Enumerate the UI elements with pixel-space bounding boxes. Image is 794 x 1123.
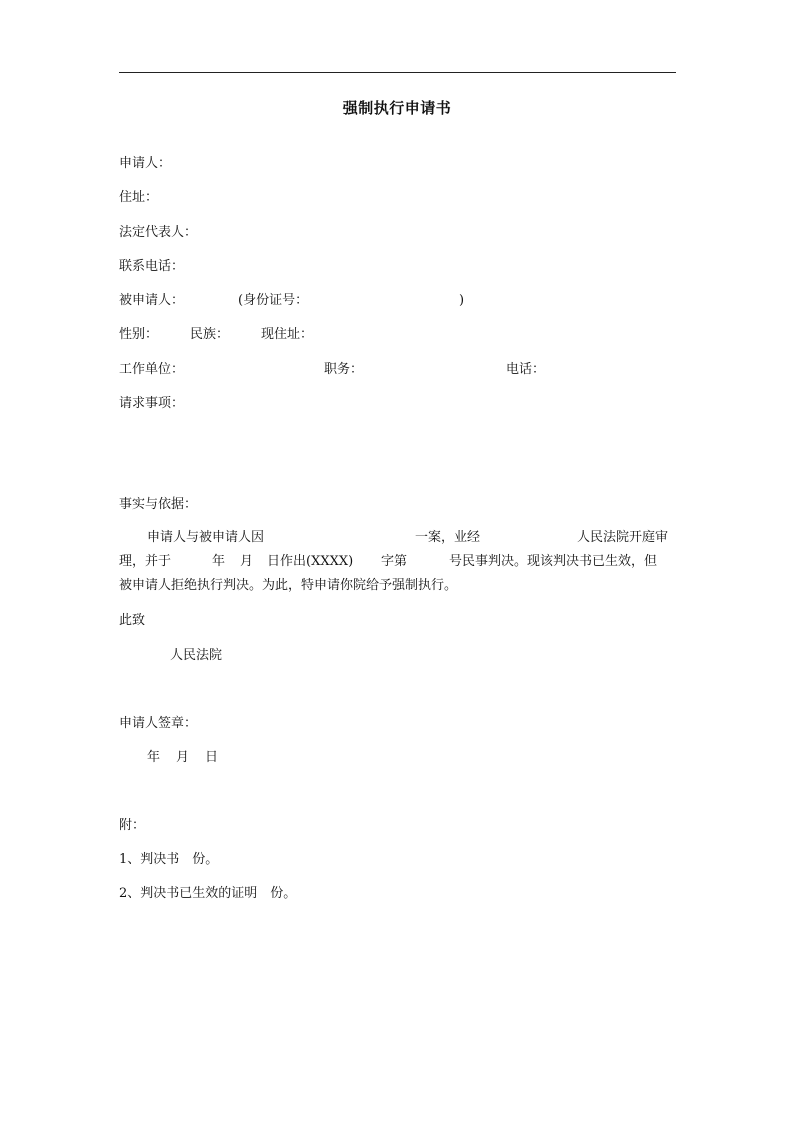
attachments-heading: 附： (119, 818, 146, 833)
facts-line2-d: 日作出(XXXX) (267, 554, 354, 569)
facts-line2-e: 字第 (381, 554, 408, 569)
respondent-label: 被申请人： (119, 293, 185, 308)
address-field: 住址： (119, 190, 159, 205)
respondent-id-open: (身份证号： (238, 293, 309, 308)
facts-line1-a: 申请人与被申请人因 (147, 530, 265, 545)
header-rule (119, 72, 676, 73)
legal-rep-field: 法定代表人： (119, 225, 198, 240)
signature-label: 申请人签章： (119, 716, 198, 731)
claims-heading: 请求事项： (119, 396, 185, 411)
attachment-item-1: 1、判决书 份。 (119, 852, 219, 867)
current-address-label: 现住址： (261, 327, 314, 342)
date-month: 月 (176, 750, 190, 765)
document-title: 强制执行申请书 (342, 99, 452, 117)
date-day: 日 (205, 750, 219, 765)
facts-line2-f: 号民事判决。现该判决书已生效，但 (449, 554, 658, 569)
employer-label: 工作单位： (119, 362, 185, 377)
respondent-id-close: ) (459, 293, 465, 308)
position-label: 职务： (324, 362, 364, 377)
tel-label: 电话： (506, 362, 546, 377)
facts-heading: 事实与依据： (119, 497, 198, 512)
ethnicity-label: 民族： (190, 327, 230, 342)
facts-line2-month: 月 (240, 554, 254, 569)
gender-label: 性别： (119, 327, 159, 342)
phone-field: 联系电话： (119, 259, 185, 274)
facts-line1-c: 人民法院开庭审 (577, 530, 669, 545)
court-name: 人民法院 (170, 648, 223, 663)
facts-line2-a: 理，并于 (119, 554, 172, 569)
facts-line3: 被申请人拒绝执行判决。为此，特申请你院给予强制执行。 (119, 578, 458, 593)
facts-line-3 (119, 574, 675, 598)
facts-line-1 (119, 526, 675, 550)
facts-line1-b: 一案，业经 (415, 530, 481, 545)
facts-paragraph (119, 526, 675, 598)
attachment-item-2: 2、判决书已生效的证明 份。 (119, 886, 297, 901)
date-year: 年 (147, 750, 161, 765)
facts-line2-year: 年 (212, 554, 226, 569)
facts-line-2 (119, 550, 675, 574)
applicant-field: 申请人： (119, 156, 172, 171)
salutation: 此致 (119, 613, 146, 628)
